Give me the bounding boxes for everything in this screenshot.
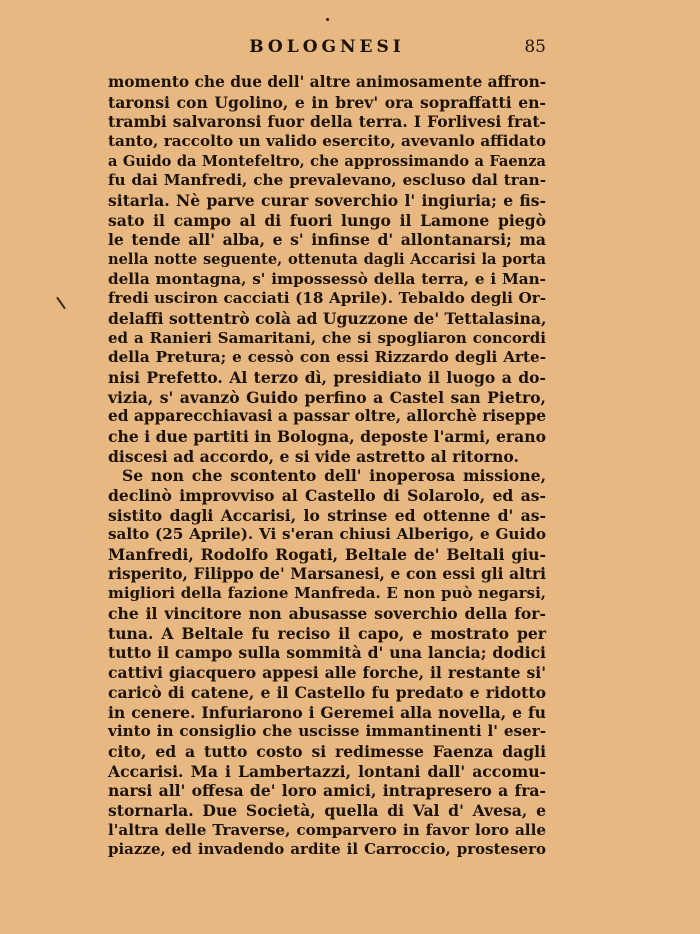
text-line: tutto il campo sulla sommità d' una lancia; dodici (108, 643, 546, 663)
text-line: salto (25 Aprile). Vi s'eran chiusi Alberigo, e Guido (108, 525, 546, 544)
text-line: declinò improvviso al Castello di Solarolo, ed as- (108, 486, 546, 506)
page-number: 85 (524, 37, 546, 57)
text-line: piazze, ed invadendo ardite il Carroccio, prostesero (108, 840, 546, 859)
text-line: Accarisi. Ma i Lambertazzi, lontani dall' accomu- (108, 761, 546, 781)
text-line: che i due partiti in Bologna, deposte l'armi, erano (108, 427, 546, 447)
text-line: tuna. A Beltale fu reciso il capo, e mostrato per (108, 623, 546, 643)
text-line: ed a Ranieri Samaritani, che si spogliaron concordi (108, 328, 546, 347)
text-line: narsi all' offesa de' loro amici, intrapresero a fra- (108, 781, 546, 801)
text-line: fredi usciron cacciati (18 Aprile). Tebaldo degli Or- (108, 289, 546, 308)
text-line: che il vincitore non abusasse soverchio della for- (108, 604, 546, 624)
text-line: migliori della fazione Manfreda. E non può negarsi, (108, 584, 546, 603)
text-line: vizia, s' avanzò Guido perfino a Castel san Pietro, (108, 387, 546, 407)
text-line: vinto in consiglio che uscisse immantinenti l' eser- (108, 722, 546, 741)
text-line: taronsi con Ugolino, e in brev' ora sopraffatti en- (108, 92, 546, 112)
running-head (108, 36, 546, 58)
text-line: della montagna, s' impossessò della terra, e i Man- (108, 269, 546, 288)
text-line: sitarla. Nè parve curar soverchio l' ingiuria; e fis- (108, 191, 546, 211)
text-line: a Guido da Montefeltro, che approssimando a Faenza (108, 152, 546, 170)
text-line: nella notte seguente, ottenuta dagli Accarisi la porta (108, 251, 546, 269)
text-line: sato il campo al di fuori lungo il Lamone piegò (108, 210, 546, 230)
margin-mark (56, 297, 66, 310)
text-line: Manfredi, Rodolfo Rogati, Beltale de' Beltali giu- (108, 545, 546, 565)
text-line: tanto, raccolto un valido esercito, avevanlo affidato (108, 132, 546, 151)
text-line: trambi salvaronsi fuor della terra. I Forlivesi frat- (108, 112, 546, 132)
running-title: BOLOGNESI (249, 37, 405, 57)
ink-speck (326, 18, 329, 21)
text-line-paragraph-end: discesi ad accordo, e si vide astretto al ritorno. (108, 446, 519, 466)
text-line: fu dai Manfredi, che prevalevano, escluso dal tran- (108, 171, 546, 190)
text-line: risperito, Filippo de' Marsanesi, e con essi gli altri (108, 564, 546, 583)
text-line: delaffi sottentrò colà ad Uguzzone de' Tettalasina, (108, 309, 547, 329)
text-line: della Pretura; e cessò con essi Rizzardo degli Arte- (108, 348, 546, 367)
body-text (108, 73, 546, 860)
text-line: cito, ed a tutto costo si redimesse Faenza dagli (108, 741, 546, 761)
text-line: stornarla. Due Società, quella di Val d' Avesa, e (108, 800, 546, 820)
text-line: l'altra delle Traverse, comparvero in favor loro alle (108, 820, 546, 839)
text-line: sistito dagli Accarisi, lo strinse ed ottenne d' as- (108, 505, 546, 525)
text-line-paragraph-start: Se non che scontento dell' inoperosa missione, (122, 466, 546, 486)
text-line: ed apparecchiavasi a passar oltre, allorchè riseppe (108, 407, 546, 426)
text-line: nisi Prefetto. Al terzo dì, presidiato il luogo a do- (108, 368, 546, 388)
text-line: in cenere. Infuriarono i Geremei alla novella, e fu (108, 702, 546, 722)
text-line: caricò di catene, e il Castello fu predato e ridotto (108, 682, 546, 702)
text-line: momento che due dell' altre animosamente affron- (108, 73, 547, 91)
text-line: le tende all' alba, e s' infinse d' allontanarsi; ma (108, 230, 546, 250)
text-line: cattivi giacquero appesi alle forche, il restante si' (108, 663, 546, 683)
